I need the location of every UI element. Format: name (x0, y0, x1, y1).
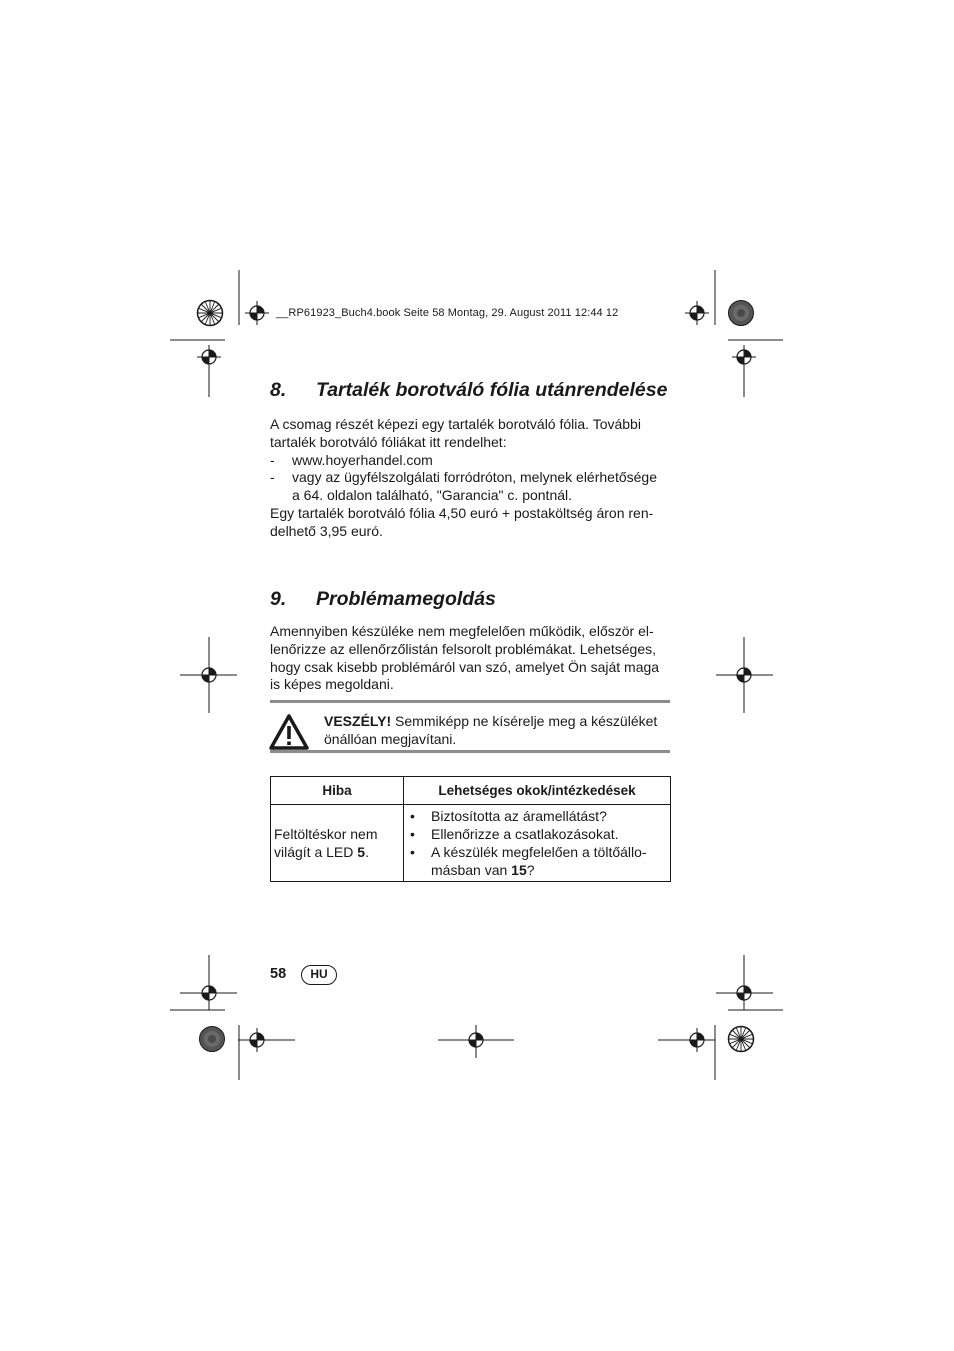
table-row (271, 805, 671, 882)
dash-marker: - (270, 469, 275, 486)
section-number: 9. (270, 588, 287, 610)
problem-end: . (365, 844, 369, 860)
column-header-problem: Hiba (271, 777, 404, 805)
list-item (270, 452, 670, 470)
paragraph-line: Egy tartalék borotváló fólia 4,50 euró + postaköltség áron ren- (270, 504, 654, 521)
section-title: Tartalék borotváló fólia utánrendelése (316, 379, 668, 401)
list-item (270, 469, 670, 505)
warning-text (324, 712, 657, 748)
cause-text: A készülék megfelelően a töltőállo- (431, 844, 647, 860)
problem-text: világít a LED (274, 844, 358, 860)
list-line: a 64. oldalon található, "Garancia" c. pontnál. (292, 487, 573, 504)
paragraph-line: hogy csak kisebb problémáról van szó, amelyet Ön saját maga (270, 658, 660, 675)
table-header-row (271, 777, 671, 805)
cause-text: Biztosította az áramellátást? (431, 808, 607, 824)
problem-line: Feltöltéskor nem (274, 826, 378, 842)
paragraph-line: delhető 3,95 euró. (270, 522, 383, 539)
link-text: www.hoyerhandel.com (292, 451, 433, 468)
troubleshooting-table (270, 776, 671, 882)
section-number: 8. (270, 379, 287, 401)
reference-number: 15 (511, 862, 527, 878)
warning-line: Semmiképp ne kísérelje meg a készüléket (391, 713, 658, 729)
warning-line: önállóan megjavítani. (324, 731, 457, 747)
list-item (407, 843, 670, 879)
cause-text: Ellenőrizze a csatlakozásokat. (431, 826, 619, 842)
warning-label: VESZÉLY! (324, 713, 392, 729)
page-number: 58 (270, 966, 287, 982)
warning-triangle-icon (269, 714, 309, 750)
paragraph-line: tartalék borotváló fóliákat itt rendelhet: (270, 433, 507, 450)
warning-bottom-rule (270, 750, 670, 753)
causes-cell (404, 805, 671, 882)
reference-number: 5 (357, 844, 366, 860)
print-info-header: __RP61923_Buch4.book Seite 58 Montag, 29. August 2011 12:44 12 (276, 307, 619, 319)
section-9-body (270, 623, 670, 694)
bullet: • (410, 826, 415, 842)
paragraph-line: Amennyiben készüléke nem megfelelően működik, először el- (270, 623, 654, 639)
column-header-causes: Lehetséges okok/intézkedések (404, 777, 671, 805)
cause-text-line (431, 861, 647, 879)
list-line: vagy az ügyfélszolgálati forródróton, melynek elérhetősége (292, 469, 657, 486)
bullet: • (410, 808, 415, 824)
problem-line (274, 843, 403, 861)
warning-top-rule (270, 700, 670, 703)
paragraph-line: A csomag részét képezi egy tartalék borotváló fólia. További (270, 416, 641, 432)
section-title: Problémamegoldás (316, 588, 496, 610)
bullet: • (410, 844, 415, 860)
list-item (407, 807, 670, 825)
cause-end: ? (526, 862, 535, 878)
paragraph-line: lenőrizze az ellenőrzőlistán felsorolt problémákat. Lehetséges, (270, 640, 656, 657)
section-9-heading (270, 588, 496, 611)
cause-text: másban van (431, 862, 512, 878)
section-8-heading (270, 379, 667, 402)
problem-cell (271, 805, 404, 882)
section-8-body (270, 416, 670, 541)
language-badge: HU (301, 965, 337, 985)
list-item (407, 825, 670, 843)
dash-marker: - (270, 451, 275, 468)
paragraph-line: is képes megoldani. (270, 676, 394, 693)
